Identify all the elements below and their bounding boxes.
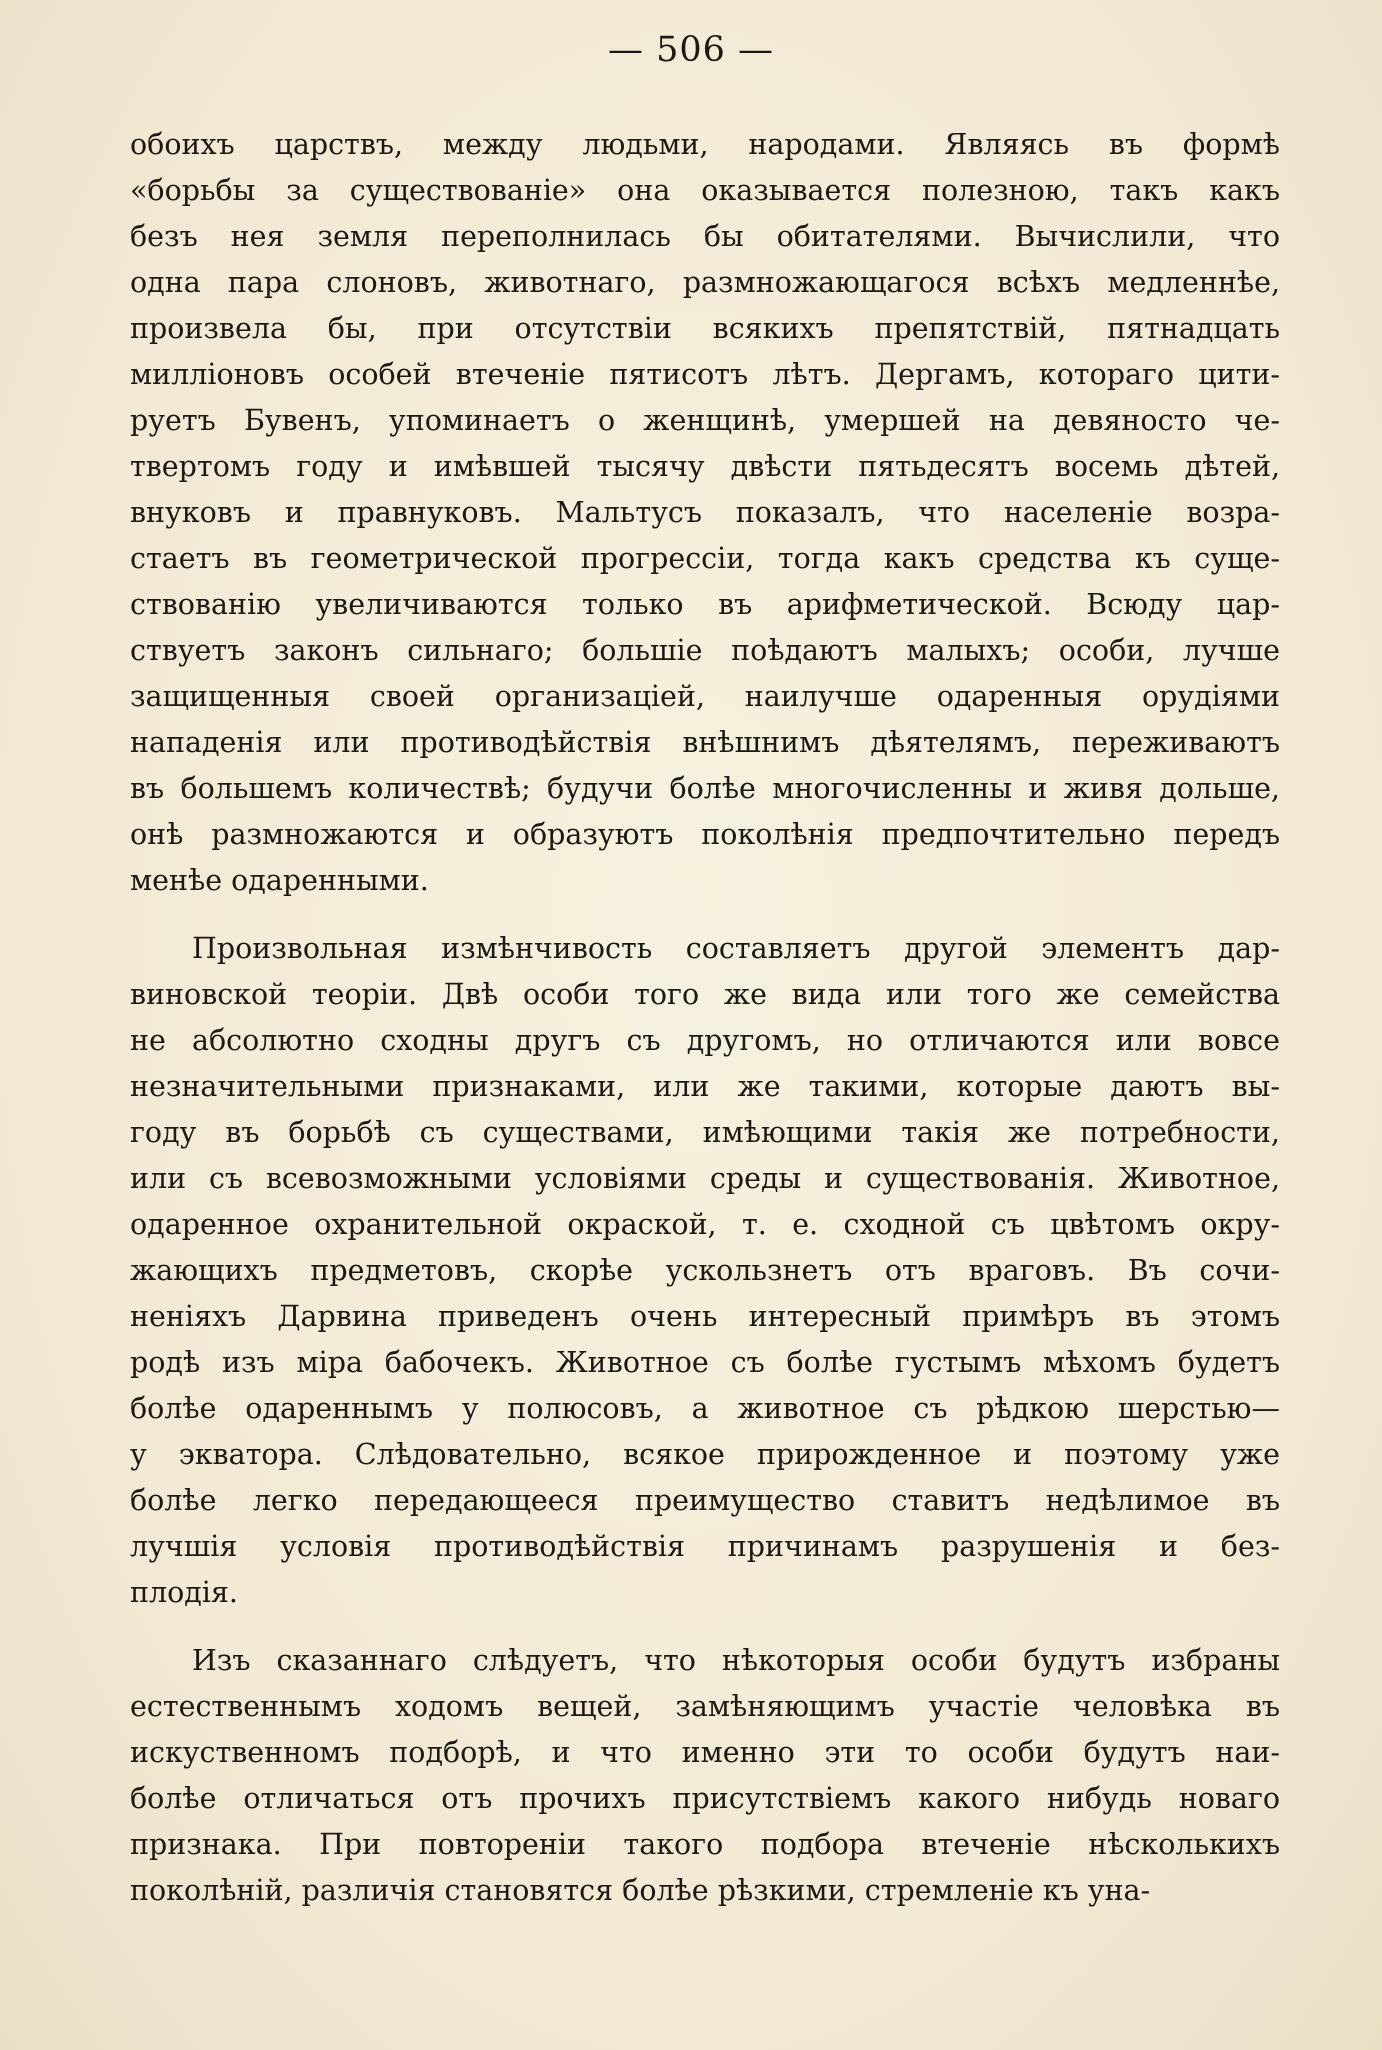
text-line: или съ всевозможными условіями среды и существованія. Животное, [130,1162,1280,1195]
text-line: не абсолютно сходны другъ съ другомъ, но отличаются или вовсе [130,1024,1280,1057]
text-line: въ большемъ количествѣ; будучи болѣе многочисленны и живя дольше, [130,772,1280,805]
text-line: году въ борьбѣ съ существами, имѣющими такія же потребности, [130,1116,1280,1149]
text-line: болѣе одареннымъ у полюсовъ, а животное съ рѣдкою шерстью— [130,1392,1280,1425]
text-line: ствуетъ законъ сильнаго; большіе поѣдаютъ малыхъ; особи, лучше [130,634,1280,667]
text-line: менѣе одаренными. [130,864,429,897]
text-line: внуковъ и правнуковъ. Мальтусъ показалъ, что населеніе возра- [130,496,1280,529]
text-line: безъ нея земля переполнилась бы обитателями. Вычислили, что [130,220,1280,253]
paragraph [130,1638,1280,1914]
text-line: руетъ Бувенъ, упоминаетъ о женщинѣ, умершей на девяносто че- [130,404,1280,437]
text-line: Изъ сказаннаго слѣдуетъ, что нѣкоторыя особи будутъ избраны [192,1644,1280,1677]
text-line: защищенныя своей организаціей, наилучше одаренныя орудіями [130,680,1280,713]
text-line: одна пара слоновъ, животнаго, размножающагося всѣхъ медленнѣе, [130,266,1280,299]
text-line: жающихъ предметовъ, скорѣе ускользнетъ отъ враговъ. Въ сочи- [130,1254,1280,1287]
text-line: онѣ размножаются и образуютъ поколѣнія предпочтительно передъ [130,818,1280,851]
text-line: нападенія или противодѣйствія внѣшнимъ дѣятелямъ, переживаютъ [130,726,1280,759]
page-number: — 506 — [607,30,775,70]
text-line: искуственномъ подборѣ, и что именно эти то особи будутъ наи- [130,1736,1280,1769]
text-line: произвела бы, при отсутствіи всякихъ препятствій, пятнадцать [130,312,1280,345]
text-line: обоихъ царствъ, между людьми, народами. Являясь въ формѣ [130,128,1280,161]
paragraph [130,122,1280,904]
text-line: признака. При повтореніи такого подбора втеченіе нѣсколькихъ [130,1828,1280,1861]
text-line: плодія. [130,1576,238,1609]
text-line: стаетъ въ геометрической прогрессіи, тогда какъ средства къ суще- [130,542,1280,575]
text-line: «борьбы за существованіе» она оказывается полезною, такъ какъ [130,174,1280,207]
text-line: твертомъ году и имѣвшей тысячу двѣсти пятьдесятъ восемь дѣтей, [130,450,1280,483]
text-line: виновской теоріи. Двѣ особи того же вида или того же семейства [130,978,1280,1011]
text-line: Произвольная измѣнчивость составляетъ другой элементъ дар- [192,932,1280,965]
text-line: незначительными признаками, или же такими, которые даютъ вы- [130,1070,1280,1103]
text-line: ствованію увеличиваются только въ арифметической. Всюду цар- [130,588,1280,621]
text-line: милліоновъ особей втеченіе пятисотъ лѣтъ. Дергамъ, котораго цити- [130,358,1280,391]
text-line: родѣ изъ міра бабочекъ. Животное съ болѣе густымъ мѣхомъ будетъ [130,1346,1280,1379]
paragraph [130,926,1280,1616]
text-line: неніяхъ Дарвина приведенъ очень интересный примѣръ въ этомъ [130,1300,1280,1333]
text-line: лучшія условія противодѣйствія причинамъ разрушенія и без- [130,1530,1280,1563]
text-line: у экватора. Слѣдовательно, всякое прирожденное и поэтому уже [130,1438,1280,1471]
text-line: одаренное охранительной окраской, т. е. сходной съ цвѣтомъ окру- [130,1208,1280,1241]
body-text [130,122,1280,1914]
text-line: болѣе отличаться отъ прочихъ присутствіемъ какого нибудь новаго [130,1782,1280,1815]
text-line: поколѣній, различія становятся болѣе рѣзкими, стремленіе къ уна- [130,1874,1151,1907]
text-line: болѣе легко передающееся преимущество ставитъ недѣлимое въ [130,1484,1280,1517]
text-line: естественнымъ ходомъ вещей, замѣняющимъ участіе человѣка въ [130,1690,1280,1723]
